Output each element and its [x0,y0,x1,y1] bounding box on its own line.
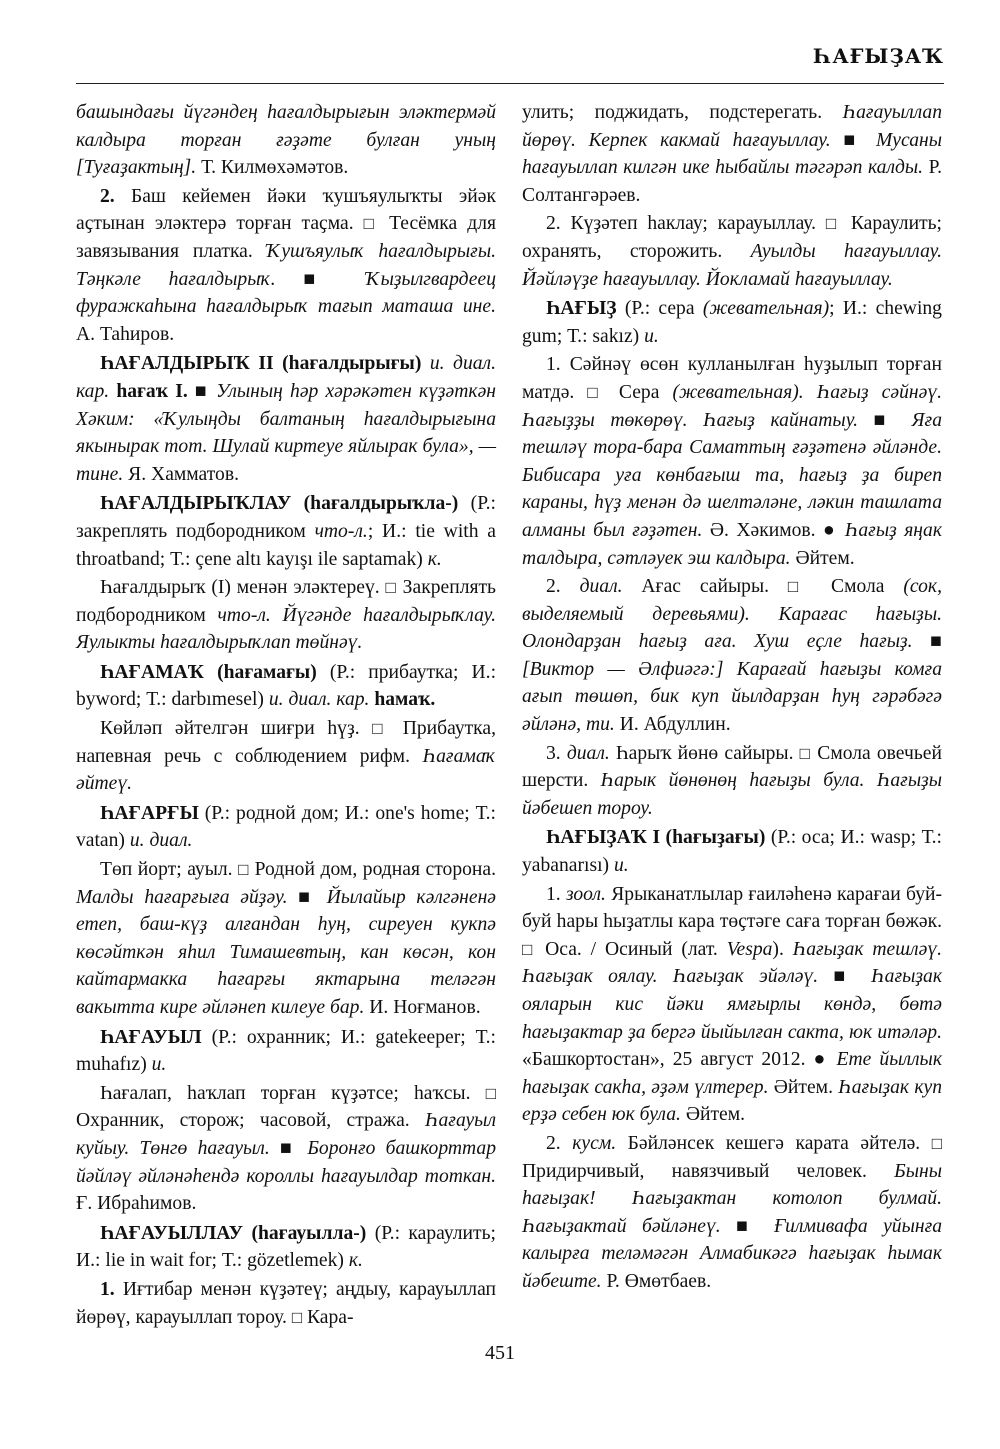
text-run: (Р.: охранник; И.: gatekeeper; Т.: muhafız) [76,1026,496,1076]
entry-text-paragraph [522,1130,942,1296]
entry-text-paragraph [76,1276,496,1331]
italic-text: что-л. Йүгәнде һағалдырыҡлау. Яулыкты һағалдырыҡлап төйнәү. [76,604,496,654]
headword: 1. [100,1278,123,1300]
entry-text-paragraph [522,351,942,572]
text-run: И. Ноғманов. [369,997,481,1018]
text-run: (Р.: сера [624,298,703,320]
italic-text: Мусаны һағауыллап килгән ике һыбайлы тәгәрәп калды. [522,129,942,179]
text-run: Р. Солтангәрәев. [522,157,942,206]
text-run: Тесёмка для завязывания платка. [76,213,496,262]
text-run: Ярыканатлылар ғаиләһенә карағаи буй-буй һары һыҙатлы кара төҫтәге саға торған бөжәк. [522,883,942,933]
text-run: Әйтем. [685,1104,746,1126]
italic-text: Һарык йөнөнөң һағыҙы була. Һағыҙы йәбешеп тороу. [522,770,943,819]
italic-text: Һағыҙак ояларын кис йәки ямғырлы көндә, бөтә һағыҙактар ҙа бергә йыйылған сакта, юк итәләр. [522,966,942,1043]
text-run: Караулить; охранять, сторожить. [522,213,943,262]
text-run: Ә. Хәкимов. [709,519,824,541]
right-column [522,99,942,1296]
text-run: Баш кейемен йәки ҡушъяулыҡты эйәк аҫтынан эләктерә торған таҫма. [76,185,496,235]
entry-text-paragraph [522,210,942,293]
text-run: □ [587,382,606,402]
italic-text: зоол. [565,883,612,905]
italic-text: Боронғо башкорттар йәйләү әйләнәһендә короллы һағауылдар тоткан. [76,1137,496,1187]
italic-text: диал. [566,742,616,764]
italic-text: Яға тешләү тора-бара Саматтың ғәҙәтенә әйләнде. Бибисара уға көнбағыш та, һағыҙ ҙа биреп караны, һүҙ менән дә шелтәләне, ләкин ташлата алманы был ғәҙәтен. [522,409,943,541]
text-run: Придирчивый, навязчивый человек. [522,1160,895,1182]
text-run: Р. Өмөтбаев. [606,1270,712,1292]
italic-text: Һағыҙ яңак талдыра, сәтләуек эш калдыра. [522,519,942,569]
text-run: Охранник, сторож; часовой, стража. [76,1110,425,1132]
italic-text: и. диал. кар. [268,689,375,711]
text-run: Бәйләнсек кешегә карата әйтелә. [627,1132,932,1154]
entry-headword-paragraph [76,1024,496,1079]
text-run: Һағалдырыҡ (I) менән эләктереү. [100,577,386,599]
italic-text: башындағы йүгәндең һағалдырығын эләктермәй калдыра торған ғәҙәте булған уның [Туғаҙактың]. [76,102,496,179]
italic-text: кусм. [572,1132,628,1154]
text-run: ■ [930,631,942,653]
italic-text: Улының һәр хәрәкәтен күҙәткән Хәким: «Ҡулыңды балтаның һағалдырығына якынырак тот. Шулай киртеуе яйлырак була», — тине. [76,380,496,485]
text-run: (Р.: караулить; И.: lie in wait for; Т.: gözetlemek) [76,1222,496,1272]
text-run: Әйтем. [795,547,855,569]
italic-text: что-л. [314,520,368,542]
entry-text-paragraph [522,573,942,739]
text-run: (Р.: прибаутка; И.: byword; Т.: darbımesel) [76,661,497,711]
italic-text: к. [427,548,442,570]
italic-text: (сок, выделяемый деревьями). Карағас һағыҙы. Олондарҙан һағыҙ аға. Хуш еҫле һағыҙ. [522,576,942,653]
text-run: □ [787,577,813,597]
text-run: ; И.: tie with a throatband; Т.: çene altı kayışı ile saptamak) [76,520,496,570]
headword: ҺАҒАМАҠ (һағамағы) [100,661,330,683]
headword: һағаҡ I. [116,380,195,402]
text-run: Сәйнәү өсөн кулланылған һуҙылып торған матдә. [522,354,942,403]
headword: ҺАҒАРҒЫ [100,802,205,824]
italic-text: Һағыҙак тешләү. Һағыҙак оялау. Һағыҙак эйәләү. [522,938,942,988]
headword: ҺАҒАЛДЫРЫҠЛАУ (һағалдырыҡла-) [100,493,471,515]
entry-headword-paragraph [76,800,496,855]
italic-text: (жевательная) [702,298,830,320]
italic-text: Ете йыллык һағыҙак сакһа, әҙәм үлтерер. [522,1049,942,1098]
italic-text: Йылайыр кәлгәненә етеп, баш-күҙ алғандан һуң, сиреуен кукпә көсәйткән яһил Тимашевтың, кан көсән, кон кайтармакка һағарғы яктарына теләгән вакытта кире әйләнеп килеуе бар. [76,886,496,1018]
text-run: Төп йорт; ауыл. [100,859,239,881]
text-run: Смола овечьей шерсти. [522,742,942,792]
italic-text: и. [151,1054,167,1076]
text-run: 2. [546,1132,573,1154]
italic-text: и. [613,855,629,877]
italic-text: Vespa [726,938,773,960]
text-run: ). [772,938,793,960]
text-run: Я. Хамматов. [128,463,239,485]
entry-text-paragraph [522,881,942,1129]
italic-text: и. диал. [129,830,193,852]
text-run: □ [291,1307,303,1327]
page-number: 451 [485,1342,515,1364]
italic-text: Быны һағыҙак! Һағыҙактан котолоп булмай. Һағыҙактай бәйләнеү. [522,1160,942,1237]
text-run: Прибаутка, напевная речь с соблюдением рифм. [76,718,496,767]
italic-text: Һағамаҡ әйтеү. [76,745,496,795]
text-run: ● [823,519,838,541]
text-run: ; И.: chewing gum; Т.: sakız) [522,298,942,347]
text-run: Т. Килмөхәмәтов. [201,157,349,179]
header-rule [76,83,944,84]
text-run: Оса. / Осиный (лат. [536,938,727,960]
text-run: А. Таһиров. [76,323,175,345]
entry-text-paragraph [76,574,496,657]
text-run: 3. [546,742,567,764]
headword: ҺАҒАЛДЫРЫҠ II (һағалдырығы) [100,353,430,375]
text-run: Көйләп әйтелгән шиғри һүҙ. [100,718,373,740]
text-run: Һарыҡ йөнө сайыры. [615,742,800,764]
text-run: ■ [736,1215,759,1237]
left-column [76,99,496,1331]
text-run: 1. [546,883,566,905]
text-run: □ [238,860,250,880]
entry-headword-paragraph [76,350,496,488]
text-run: Закреплять подбородником [76,577,496,626]
text-run: ■ [843,129,864,151]
text-run: □ [931,1133,942,1153]
italic-text: (жевательная). Һағыҙ сәйнәү. Һағыҙҙы төкөрөү. Һағыҙ кайнатыу. [522,381,942,431]
text-run: 2. [546,576,580,598]
italic-text: Һағауыллап йөрөү. Керпек какмай һағауыллау. [522,102,942,151]
text-run: «Башкортостан», 25 август 2012. [522,1049,814,1071]
entry-text-paragraph [76,856,496,1022]
entry-text-paragraph [76,183,496,349]
italic-text: к. [348,1250,363,1272]
text-run: □ [372,719,391,739]
text-run: ■ [298,886,316,908]
italic-text: Ҡушъяулыҡ һағалдырығы. Тәңкәле һағалдырыҡ. [76,240,496,290]
text-run: Күҙәтеп һаклау; карауыллау. [570,213,826,235]
headword: ҺАҒЫҘ [546,298,625,320]
text-run: 2. [546,213,571,235]
text-run: Родной дом, родная сторона. [249,859,496,881]
headword: 2. [100,185,131,207]
italic-text: Малды һағарғыға әйҙәу. [76,886,299,908]
text-run: □ [799,743,812,763]
entry-headword-paragraph [76,490,496,573]
italic-text: Ғилмивафа уйынға калырға теләмәгән Алмабикәгә һағыҙак һымак йәбеште. [522,1215,943,1292]
entry-text-paragraph [76,99,496,182]
italic-text: диал. [579,576,642,598]
text-run: ■ [194,380,209,402]
text-run: 1. [546,354,570,376]
text-run: □ [522,939,537,959]
italic-text: Ҡыҙылгвардеец фуражкаһына һағалдырыҡ тағып маташа ине. [76,268,496,318]
entry-headword-paragraph [522,295,942,350]
text-run: Сера [605,381,673,403]
text-run: Ағас сайыры. [641,576,788,598]
italic-text: Ауылды һағауыллау. Йәйләүҙе һағауыллау. Йокламай һағауыллау. [522,240,942,290]
entry-text-paragraph [76,715,496,798]
text-run: □ [363,214,380,234]
text-run: □ [385,578,397,598]
entry-text-paragraph [522,740,942,823]
text-run: (Р.: закреплять подбородником [76,493,496,542]
text-run: ■ [873,409,897,431]
text-run: Смола [812,576,904,598]
text-run: улить; поджидать, подстерегать. [522,102,843,123]
text-run: (Р.: родной дом; И.: one's home; Т.: vatan) [76,802,497,852]
text-run: (Р.: оса; И.: wasp; Т.: yabanarısı) [522,827,942,877]
text-run: Кара- [302,1306,354,1328]
text-run: ■ [279,1137,298,1159]
entry-headword-paragraph [76,1220,496,1275]
text-run: И. Абдуллин. [619,714,731,736]
text-run: ● [813,1049,829,1071]
entry-text-paragraph [76,1080,496,1218]
text-run: Ғ. Ибраһимов. [76,1193,197,1215]
headword: ҺАҒАУЫЛ [100,1026,212,1048]
text-run: Һағалап, һаҡлап торған күҙәтсе; һаҡсы. [100,1082,486,1104]
text-run: ■ [833,966,856,988]
text-run: ■ [303,268,339,290]
text-run: □ [825,214,842,234]
italic-text: и. диал. кар. [76,353,496,402]
headword: һамаҡ. [374,689,436,711]
running-head: ҺАҒЫҘАҠ [813,44,944,68]
italic-text: Һағауыл куйыу. Төнгө һағауыл. [76,1110,496,1159]
text-run: Иғтибар менән күҙәтеү; аңдыу, карауыллап йөрөү, карауыллап тороу. [76,1278,497,1328]
text-run: □ [485,1083,496,1103]
text-run: Әйтем. [773,1076,839,1098]
italic-text: и. [644,325,659,347]
entry-headword-paragraph [522,824,942,879]
italic-text: Һағыҙак куп ерҙә себен юк була. [522,1076,942,1126]
entry-headword-paragraph [76,659,496,714]
entry-text-paragraph [522,99,942,209]
italic-text: [Виктор — Әлфиәгә:] Карағай һағыҙы комға ағып төшөп, бик куп йылдарҙан һуң гәрәбәгә әйләнә, ти. [522,658,942,736]
headword: ҺАҒЫҘАҠ I (һағыҙағы) [546,827,771,849]
headword: ҺАҒАУЫЛЛАУ (һағауылла-) [100,1222,375,1244]
